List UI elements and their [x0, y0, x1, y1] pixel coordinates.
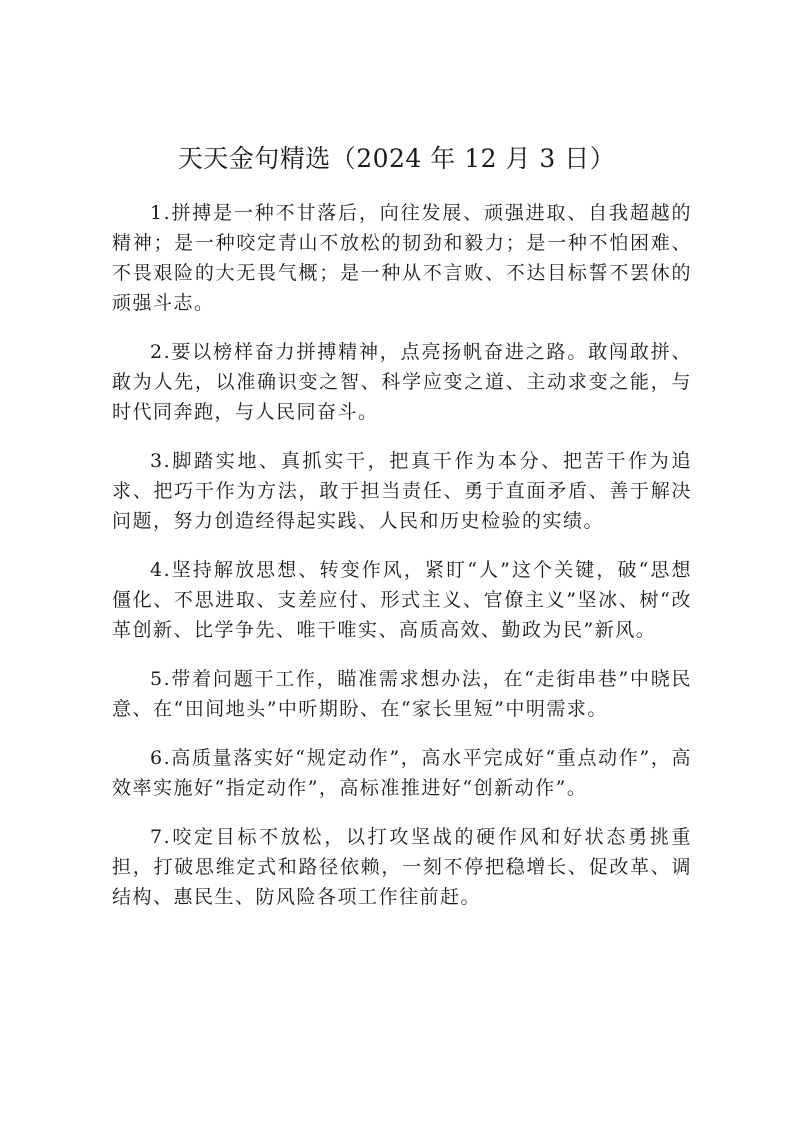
quote-paragraph-7: 7.咬定目标不放松，以打攻坚战的硬作风和好状态勇挑重担，打破思维定式和路径依赖，一刻不停把稳增长、促改革、调结构、惠民生、防风险各项工作往前赶。 [112, 826, 692, 908]
quote-paragraph-4: 4.坚持解放思想、转变作风，紧盯“人”这个关键，破“思想僵化、不思进取、支差应付、形式主义、官僚主义”坚冰、树“改革创新、比学争先、唯干唯实、高质高效、勤政为民”新风。 [112, 559, 692, 641]
quote-paragraph-6: 6.高质量落实好“规定动作”，高水平完成好“重点动作”，高效率实施好“指定动作”，高标准推进好“创新动作”。 [112, 747, 692, 799]
quote-paragraph-2: 2.要以榜样奋力拼搏精神，点亮扬帆奋进之路。敢闯敢拼、敢为人先，以准确识变之智、科学应变之道、主动求变之能，与时代同奔跑，与人民同奋斗。 [112, 341, 692, 423]
document-body [112, 198, 692, 931]
quote-paragraph-1: 1.拼搏是一种不甘落后，向往发展、顽强进取、自我超越的精神；是一种咬定青山不放松的韧劲和毅力；是一种不怕困难、不畏艰险的大无畏气概；是一种从不言败、不达目标誓不罢休的顽强斗志。 [112, 202, 692, 314]
quote-paragraph-3: 3.脚踏实地、真抓实干，把真干作为本分、把苦干作为追求、把巧干作为方法，敢于担当责任、勇于直面矛盾、善于解决问题，努力创造经得起实践、人民和历史检验的实绩。 [112, 450, 692, 532]
document-title: 天天金句精选（2024 年 12 月 3 日） [177, 144, 616, 173]
quote-paragraph-5: 5.带着问题干工作，瞄准需求想办法，在“走街串巷”中晓民意、在“田间地头”中听期盼、在“家长里短”中明需求。 [112, 668, 692, 720]
